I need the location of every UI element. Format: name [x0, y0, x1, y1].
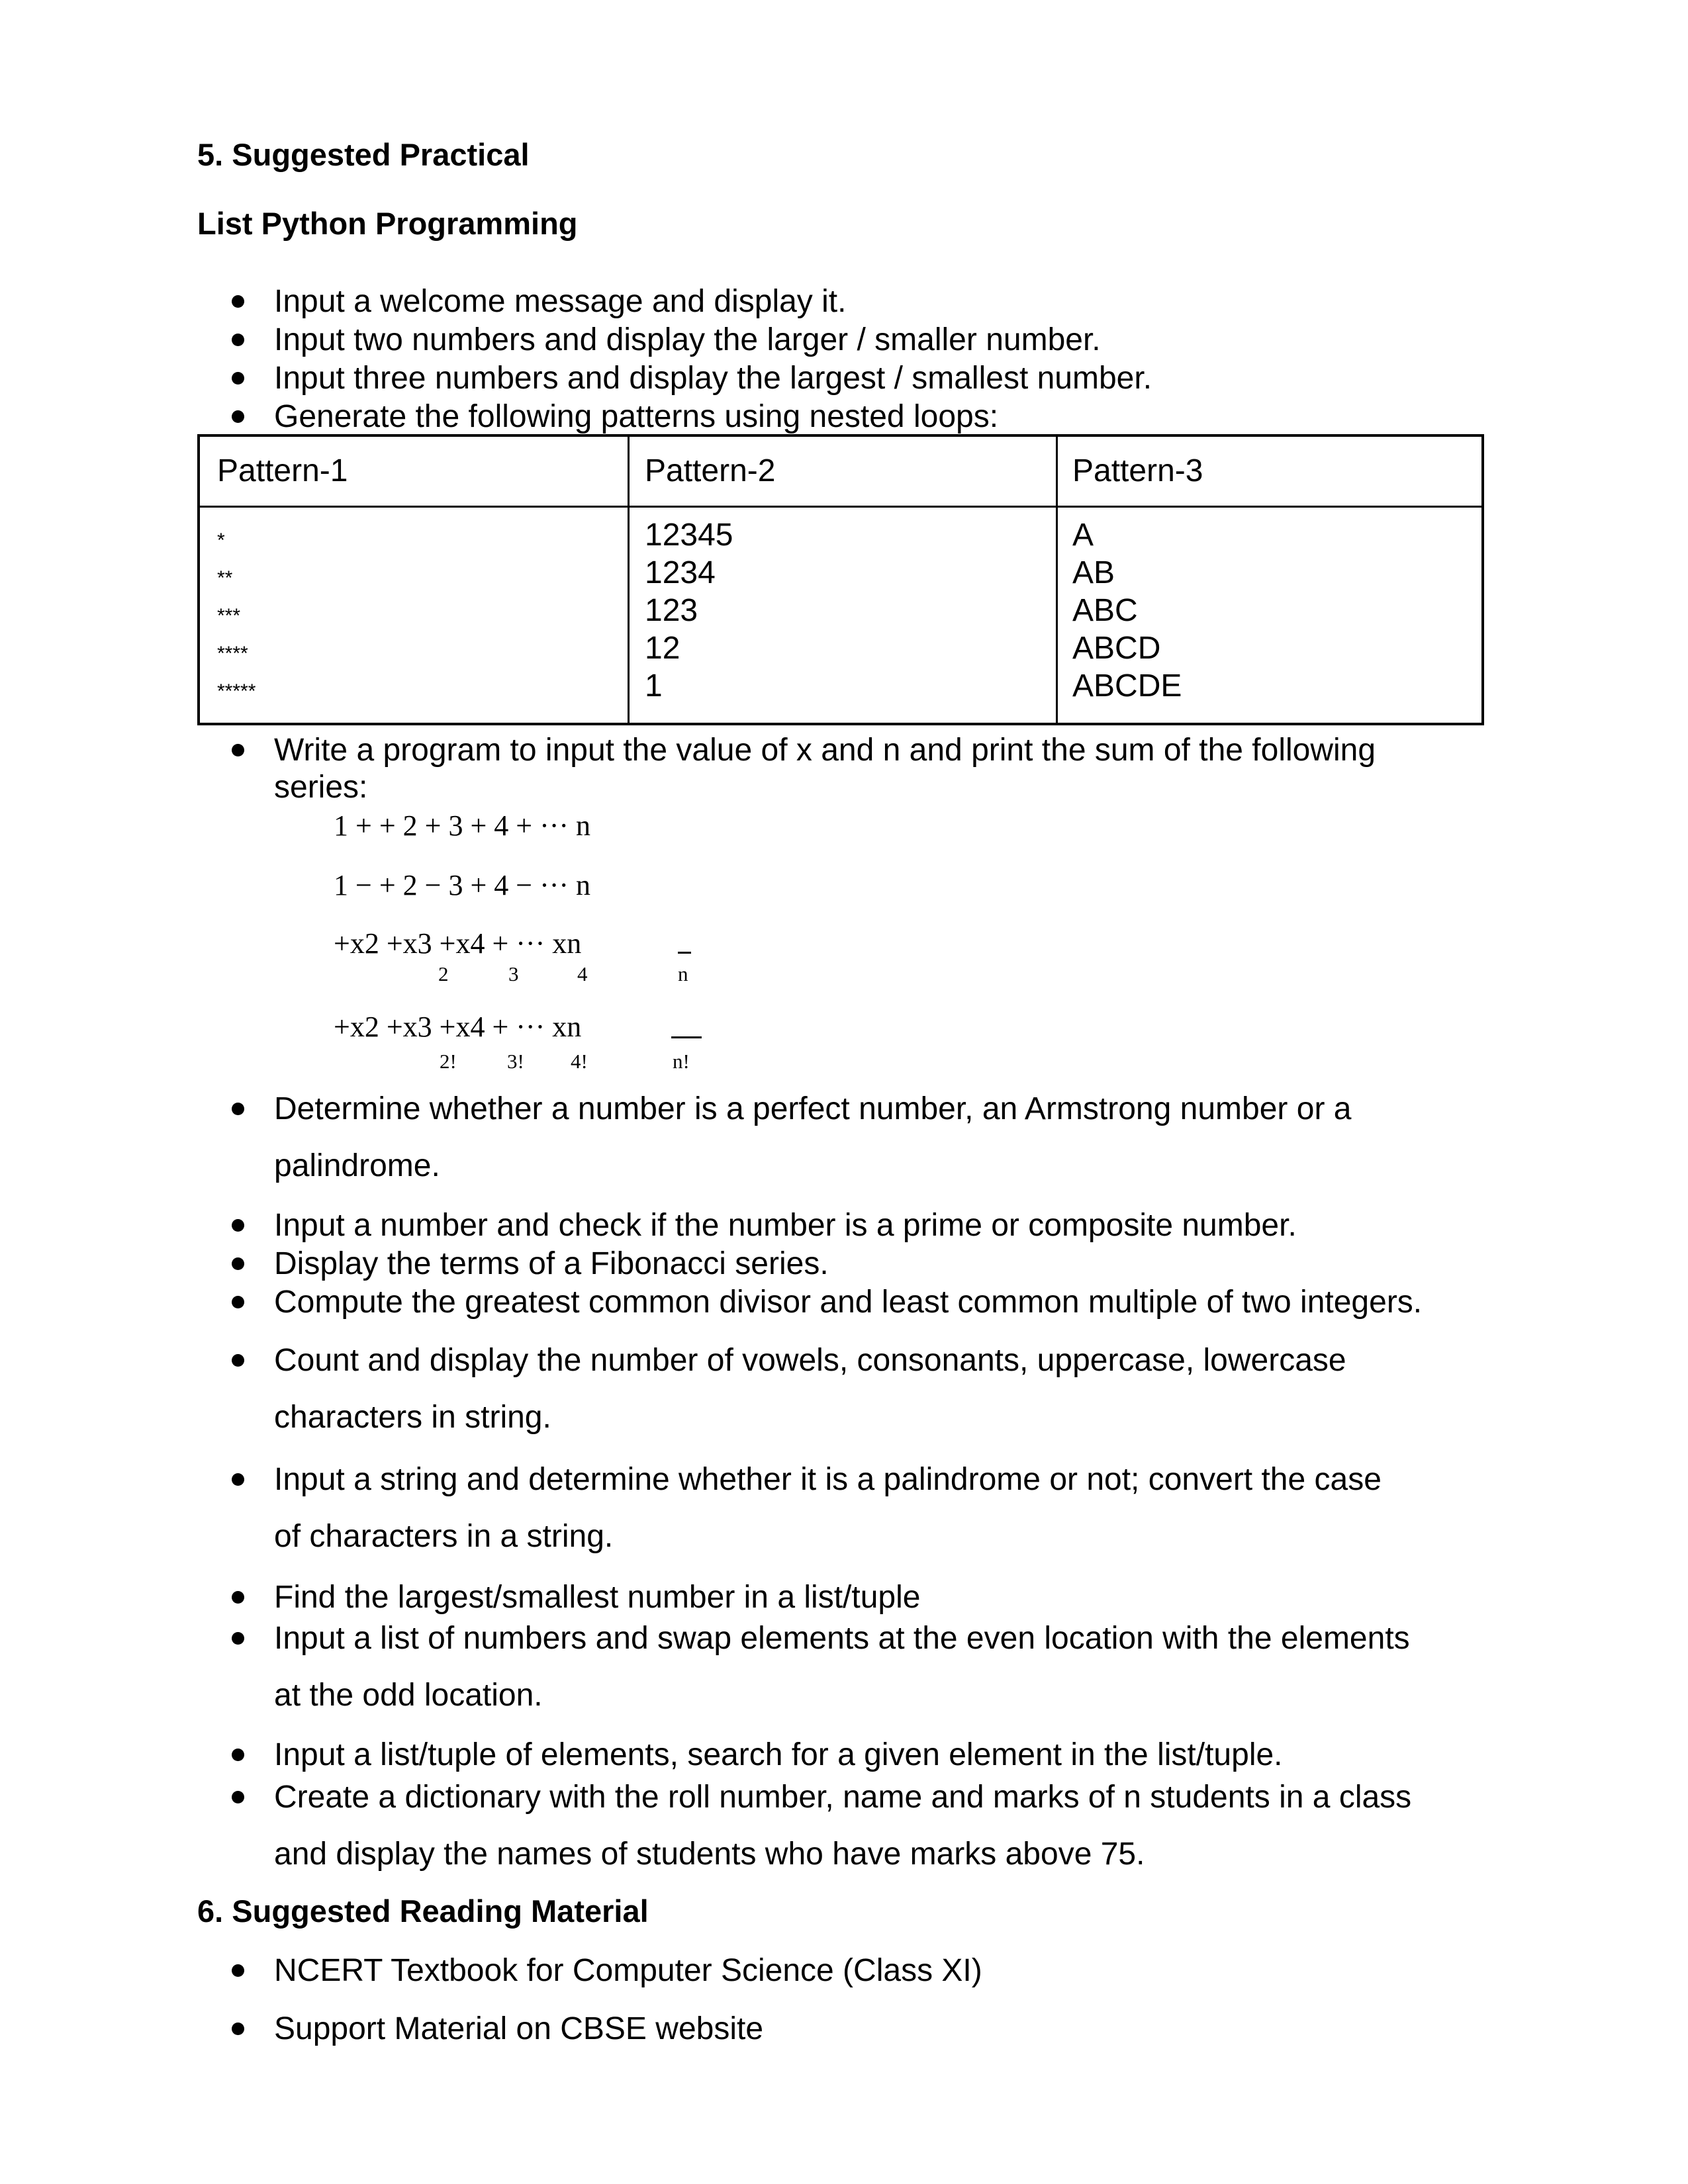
- pattern-row: ABC: [1072, 593, 1138, 628]
- list-item: Create a dictionary with the roll number, name and marks of n students in a class: [274, 1780, 1412, 1815]
- pattern-3-cell: [1072, 516, 1182, 705]
- section-heading-reading: 6. Suggested Reading Material: [197, 1893, 649, 1929]
- list-item: Input a list of numbers and swap elements at the even location with the elements: [274, 1621, 1410, 1656]
- list-item-continuation: at the odd location.: [274, 1678, 543, 1713]
- list-item-continuation: palindrome.: [274, 1148, 440, 1183]
- list-item: Input a string and determine whether it is a palindrome or not; convert the case: [274, 1462, 1382, 1497]
- bullet: [232, 1296, 244, 1308]
- series-formula-1: 1 + + 2 + 3 + 4 + ··· n: [334, 809, 591, 842]
- pattern-row: A: [1072, 518, 1094, 553]
- table-divider: [1056, 437, 1058, 723]
- pattern-row: **: [217, 567, 233, 589]
- list-item-series-line1: Write a program to input the value of x and n and print the sum of the following: [274, 733, 1376, 768]
- bullet: [232, 295, 244, 308]
- series-3-denominator: n: [678, 962, 688, 985]
- series-4-denominator: 2!: [440, 1050, 457, 1073]
- list-item: Input a number and check if the number is a prime or composite number.: [274, 1208, 1297, 1243]
- pattern-row: 12345: [645, 518, 733, 553]
- series-4-denominator: 4!: [571, 1050, 588, 1073]
- pattern-row: 1234: [645, 555, 716, 590]
- bullet: [232, 1749, 244, 1761]
- list-item: Display the terms of a Fibonacci series.: [274, 1246, 829, 1281]
- reading-item: NCERT Textbook for Computer Science (Class XI): [274, 1953, 982, 1988]
- table-header-pattern-3: Pattern-3: [1072, 453, 1203, 488]
- pattern-row: 12: [645, 631, 680, 666]
- bullet: [232, 1354, 244, 1367]
- subheading-python: List Python Programming: [197, 206, 578, 241]
- fraction-bar: [678, 952, 691, 954]
- pattern-row: ***: [217, 605, 241, 627]
- table-header-pattern-1: Pattern-1: [217, 453, 348, 488]
- bullet: [232, 1964, 244, 1977]
- bullet: [232, 1632, 244, 1645]
- bullet: [232, 410, 244, 423]
- series-formula-3: +x2 +x3 +x4 + ··· xn: [334, 927, 582, 960]
- list-item: Input three numbers and display the largest / smallest number.: [274, 361, 1152, 396]
- series-3-denominator: 3: [508, 962, 519, 985]
- section-heading-practical: 5. Suggested Practical: [197, 137, 530, 172]
- list-item: Determine whether a number is a perfect number, an Armstrong number or a: [274, 1091, 1352, 1126]
- pattern-row: ****: [217, 643, 248, 664]
- list-item-series-line2: series:: [274, 770, 368, 805]
- list-item: Compute the greatest common divisor and least common multiple of two integers.: [274, 1285, 1423, 1320]
- list-item: Input two numbers and display the larger / smaller number.: [274, 322, 1101, 357]
- bullet: [232, 334, 244, 346]
- bullet: [232, 744, 244, 756]
- series-3-denominator: 4: [577, 962, 588, 985]
- series-formula-4: +x2 +x3 +x4 + ··· xn: [334, 1011, 582, 1043]
- list-item-continuation: and display the names of students who have marks above 75.: [274, 1837, 1145, 1872]
- bullet: [232, 372, 244, 385]
- list-item: Input a list/tuple of elements, search for a given element in the list/tuple.: [274, 1737, 1283, 1772]
- pattern-2-cell: [645, 516, 733, 705]
- pattern-row: *****: [217, 680, 256, 702]
- table-divider: [628, 437, 630, 723]
- pattern-row: AB: [1072, 555, 1115, 590]
- patterns-table: [197, 434, 1484, 725]
- list-item: Generate the following patterns using nested loops:: [274, 399, 999, 434]
- pattern-row: ABCDE: [1072, 668, 1182, 704]
- bullet: [232, 1219, 244, 1232]
- pattern-row: *: [217, 529, 225, 551]
- pattern-row: 123: [645, 593, 698, 628]
- list-item: Find the largest/smallest number in a list/tuple: [274, 1580, 921, 1615]
- bullet: [232, 2023, 244, 2035]
- pattern-1-cell: [217, 522, 256, 710]
- list-item-continuation: of characters in a string.: [274, 1519, 614, 1554]
- pattern-row: ABCD: [1072, 631, 1161, 666]
- reading-item: Support Material on CBSE website: [274, 2011, 764, 2046]
- series-3-denominator: 2: [438, 962, 449, 985]
- fraction-bar: [671, 1036, 702, 1038]
- bullet: [232, 1473, 244, 1486]
- bullet: [232, 1257, 244, 1270]
- bullet: [232, 1103, 244, 1115]
- table-header-divider: [200, 506, 1481, 508]
- pattern-row: 1: [645, 668, 663, 704]
- list-item: Count and display the number of vowels, consonants, uppercase, lowercase: [274, 1343, 1346, 1378]
- bullet: [232, 1591, 244, 1604]
- series-4-denominator: n!: [673, 1050, 690, 1073]
- table-header-pattern-2: Pattern-2: [645, 453, 776, 488]
- bullet: [232, 1791, 244, 1803]
- series-4-denominator: 3!: [507, 1050, 524, 1073]
- list-item-continuation: characters in string.: [274, 1400, 551, 1435]
- series-formula-2: 1 − + 2 − 3 + 4 − ··· n: [334, 869, 591, 901]
- list-item: Input a welcome message and display it.: [274, 284, 847, 319]
